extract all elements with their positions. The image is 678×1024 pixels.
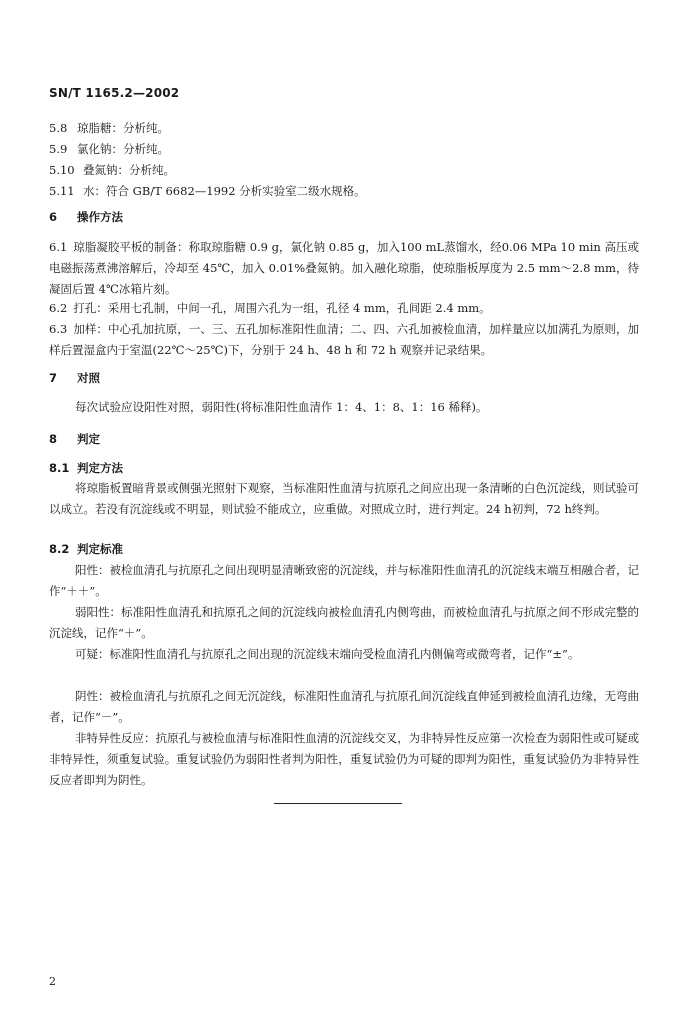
clause-number: 6.1 (49, 240, 68, 254)
section-title: 操作方法 (77, 210, 123, 224)
clause-6-2 (49, 298, 639, 319)
clause-text: 打孔：采用七孔制，中间一孔，周围六孔为一组，孔径 4 mm，孔间距 2.4 mm。 (73, 301, 491, 315)
section-heading-8 (49, 428, 639, 450)
clause-number: 5.10 (49, 163, 75, 177)
clause-8-1-text: 将琼脂板置暗背景或侧强光照射下观察，当标准阳性血清与抗原孔之间应出现一条清晰的白色沉淀线，则试验可以成立。若没有沉淀线或不明显，则试验不能成立，应重做。对照成立时，进行判定。24 h初判，72 h终判。 (49, 481, 639, 516)
reagent-item (49, 138, 639, 160)
end-rule (274, 803, 402, 804)
clause-number: 8.2 (49, 542, 70, 556)
criterion-negative: 阴性：被检血清孔与抗原孔之间无沉淀线，标准阳性血清孔与抗原孔间沉淀线直伸延到被检血清孔边缘，无弯曲者，记作“－”。 (49, 689, 639, 724)
subsection-heading-8-1 (49, 457, 639, 479)
clause-number: 5.9 (49, 142, 68, 156)
section-title: 对照 (77, 371, 100, 385)
clause-number: 8.1 (49, 461, 70, 475)
clause-text: 琼脂凝胶平板的制备：称取琼脂糖 0.9 g，氯化钠 0.85 g，加入100 mL蒸馏水，经0.06 MPa 10 min 高压或电磁振荡煮沸溶解后，冷却至 45℃，加入 0.01%叠氮钠。加入融化琼脂，使琼脂板厚度为 2.5 mm～2.8 mm，待凝固后置 4℃冰箱片刻。 (49, 240, 639, 296)
clause-title: 判定标准 (77, 542, 123, 556)
clause-6-3 (49, 319, 639, 361)
section-title: 判定 (77, 432, 100, 446)
page-number: 2 (49, 975, 56, 988)
criterion-weak-positive: 弱阳性：标准阳性血清孔和抗原孔之间的沉淀线向被检血清孔内侧弯曲，而被检血清孔与抗原之间不形成完整的沉淀线，记作“＋”。 (49, 605, 639, 640)
clause-text: 琼脂糖：分析纯。 (77, 121, 169, 135)
clause-text: 氯化钠：分析纯。 (77, 142, 169, 156)
criterion-nonspecific: 非特异性反应：抗原孔与被检血清与标准阳性血清的沉淀线交叉，为非特异性反应第一次检查为弱阳性或可疑或非特异性，须重复试验。重复试验仍为弱阳性者判为阳性，重复试验仍为可疑的即判为阳性，重复试验仍为非特异性反应者即判为阴性。 (49, 731, 639, 787)
reagent-item (49, 159, 639, 181)
section-number: 6 (49, 210, 58, 224)
section-heading-6 (49, 206, 639, 228)
clause-6-1 (49, 237, 639, 300)
clause-number: 5.11 (49, 184, 75, 198)
clause-number: 5.8 (49, 121, 68, 135)
subsection-heading-8-2 (49, 538, 639, 560)
criterion-positive: 阳性：被检血清孔与抗原孔之间出现明显清晰致密的沉淀线，并与标准阳性血清孔的沉淀线末端互相融合者，记作“＋＋”。 (49, 563, 639, 598)
reagent-item (49, 117, 639, 139)
standard-number: SN/T 1165.2—2002 (49, 86, 180, 100)
clause-number: 6.3 (49, 322, 68, 336)
criterion-suspicious: 可疑：标准阳性血清孔与抗原孔之间出现的沉淀线末端向受检血清孔内侧偏弯或微弯者，记作“±”。 (75, 647, 580, 661)
reagent-item (49, 180, 639, 202)
clause-text: 叠氮钠：分析纯。 (83, 163, 175, 177)
clause-title: 判定方法 (77, 461, 123, 475)
section-number: 7 (49, 371, 58, 385)
clause-text: 水：符合 GB/T 6682—1992 分析实验室二级水规格。 (83, 184, 366, 198)
section-7-paragraph: 每次试验应设阳性对照，弱阳性(将标准阳性血清作 1：4、1：8、1：16 稀释)。 (75, 400, 488, 414)
clause-number: 6.2 (49, 301, 68, 315)
section-number: 8 (49, 432, 58, 446)
clause-text: 加样：中心孔加抗原，一、三、五孔加标准阳性血清；二、四、六孔加被检血清，加样量应以加满孔为原则，加样后置湿盒内于室温(22℃～25℃)下，分别于 24 h、48 h 和 72 h 观察并记录结果。 (49, 322, 639, 357)
section-heading-7 (49, 367, 639, 389)
